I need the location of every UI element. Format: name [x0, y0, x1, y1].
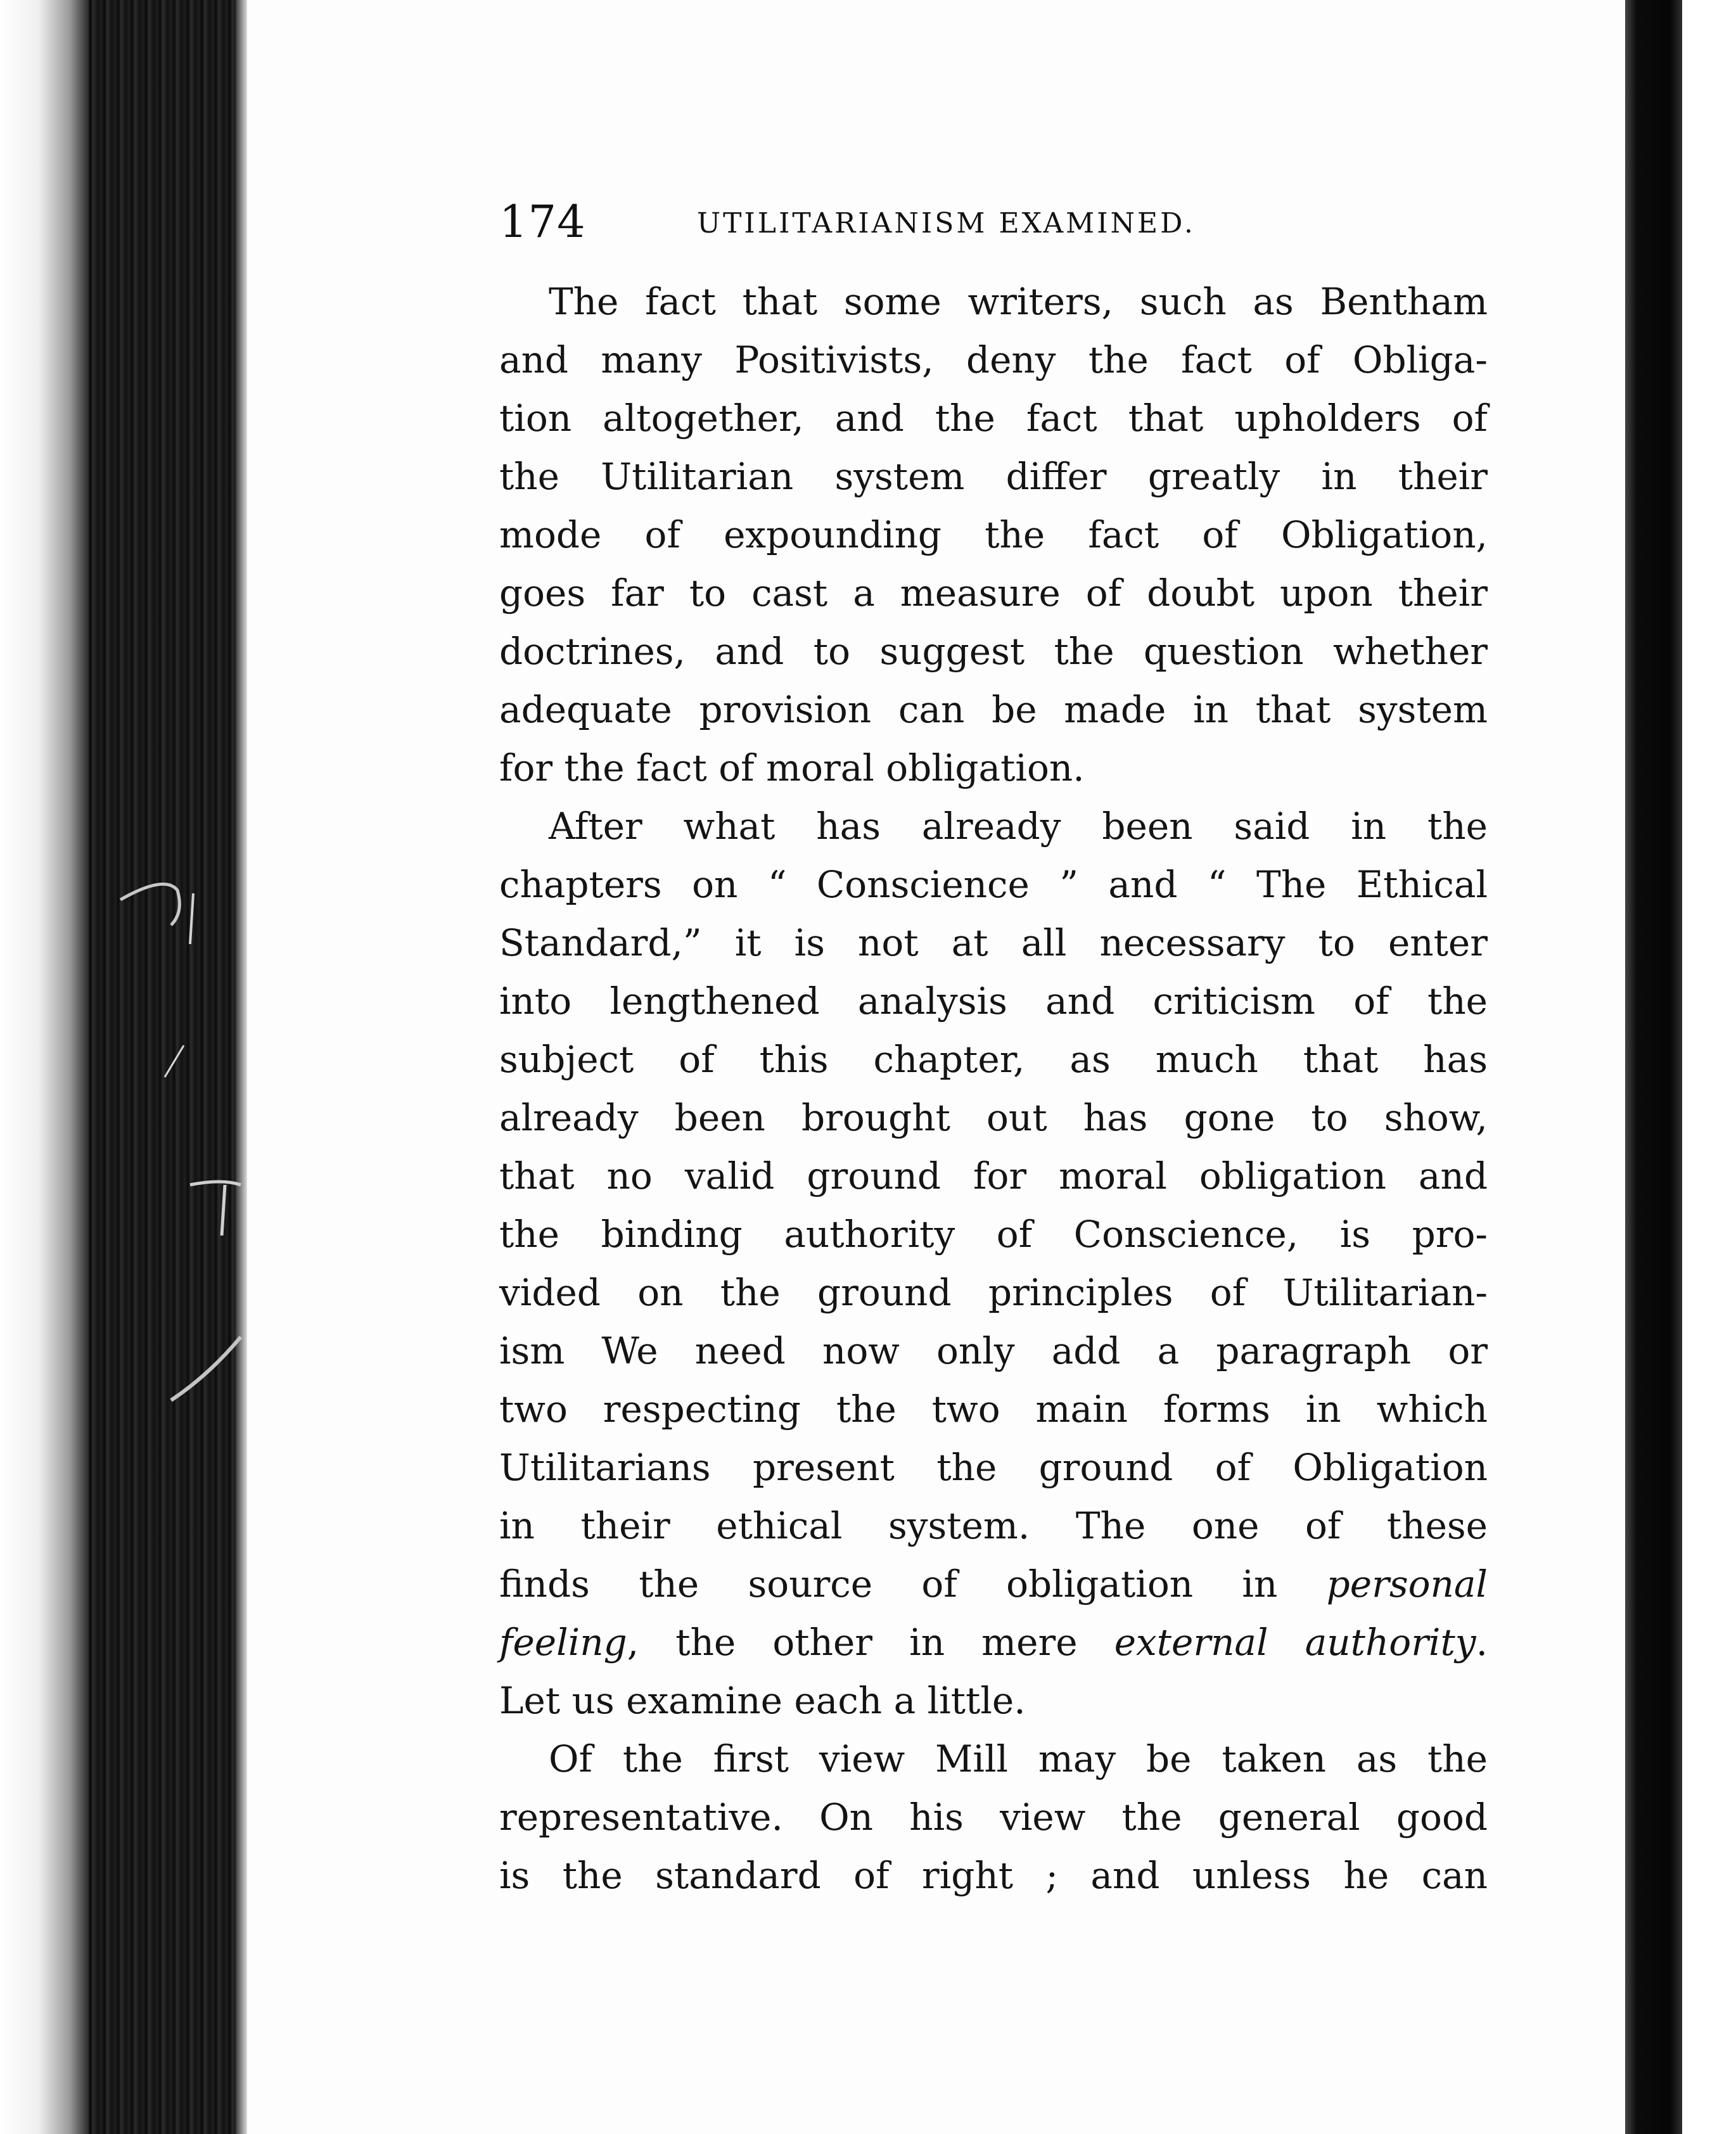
text-line: Of the first view Mill may be taken as the: [549, 1737, 1488, 1780]
text-line: already been brought out has gone to show,: [499, 1096, 1488, 1139]
text-line: two respecting the two main forms in which: [499, 1388, 1488, 1431]
text-segment: .: [1476, 1621, 1488, 1664]
text-line: [499, 1613, 1488, 1671]
text-line: tion altogether, and the fact that upholders of: [499, 397, 1488, 440]
italic-phrase: personal: [1326, 1562, 1488, 1606]
text-line: subject of this chapter, as much that has: [499, 1038, 1488, 1081]
text-line: the Utilitarian system differ greatly in their: [499, 455, 1488, 498]
text-line: for the fact of moral obligation.: [499, 746, 1085, 789]
text-line: ism We need now only add a paragraph or: [499, 1329, 1488, 1372]
text-line: into lengthened analysis and criticism of the: [499, 980, 1488, 1023]
running-head: UTILITARIANISM EXAMINED.: [697, 207, 1196, 240]
text-line: goes far to cast a measure of doubt upon their: [499, 572, 1488, 615]
text-line: vided on the ground principles of Utilitarian-: [499, 1271, 1488, 1314]
text-line: Utilitarians present the ground of Obligation: [499, 1446, 1488, 1489]
text-line: that no valid ground for moral obligation and: [499, 1154, 1488, 1198]
text-line: Standard,” it is not at all necessary to enter: [499, 921, 1488, 964]
italic-phrase: external authority: [1114, 1621, 1476, 1664]
text-line: and many Positivists, deny the fact of Obliga-: [499, 338, 1488, 381]
text-line: [499, 1555, 1488, 1613]
text-segment: finds the source of obligation in: [499, 1562, 1327, 1606]
italic-phrase: feeling: [499, 1621, 627, 1664]
right-dark-strip: [1625, 0, 1682, 2134]
text-line: adequate provision can be made in that system: [499, 688, 1488, 731]
left-margin-edge: [0, 0, 89, 2134]
text-line: After what has already been said in the: [549, 805, 1488, 848]
text-line: mode of expounding the fact of Obligation,: [499, 513, 1488, 556]
margin-pencil-marks: [95, 855, 260, 1552]
page-number: 174: [499, 196, 586, 248]
text-line: in their ethical system. The one of these: [499, 1504, 1488, 1547]
text-line: The fact that some writers, such as Bentham: [549, 280, 1488, 323]
text-line: doctrines, and to suggest the question whether: [499, 630, 1488, 673]
text-line: Let us examine each a little.: [499, 1679, 1026, 1722]
text-line: chapters on “ Conscience ” and “ The Ethical: [499, 863, 1488, 906]
text-line: representative. On his view the general good: [499, 1796, 1488, 1839]
body-text: [499, 272, 1488, 1905]
text-segment: , the other in mere: [627, 1621, 1114, 1664]
right-binding-shadow: [1625, 0, 1736, 2134]
text-line: is the standard of right ; and unless he can: [499, 1854, 1488, 1897]
page-header: [499, 190, 1279, 253]
text-line: the binding authority of Conscience, is pro-: [499, 1213, 1488, 1256]
